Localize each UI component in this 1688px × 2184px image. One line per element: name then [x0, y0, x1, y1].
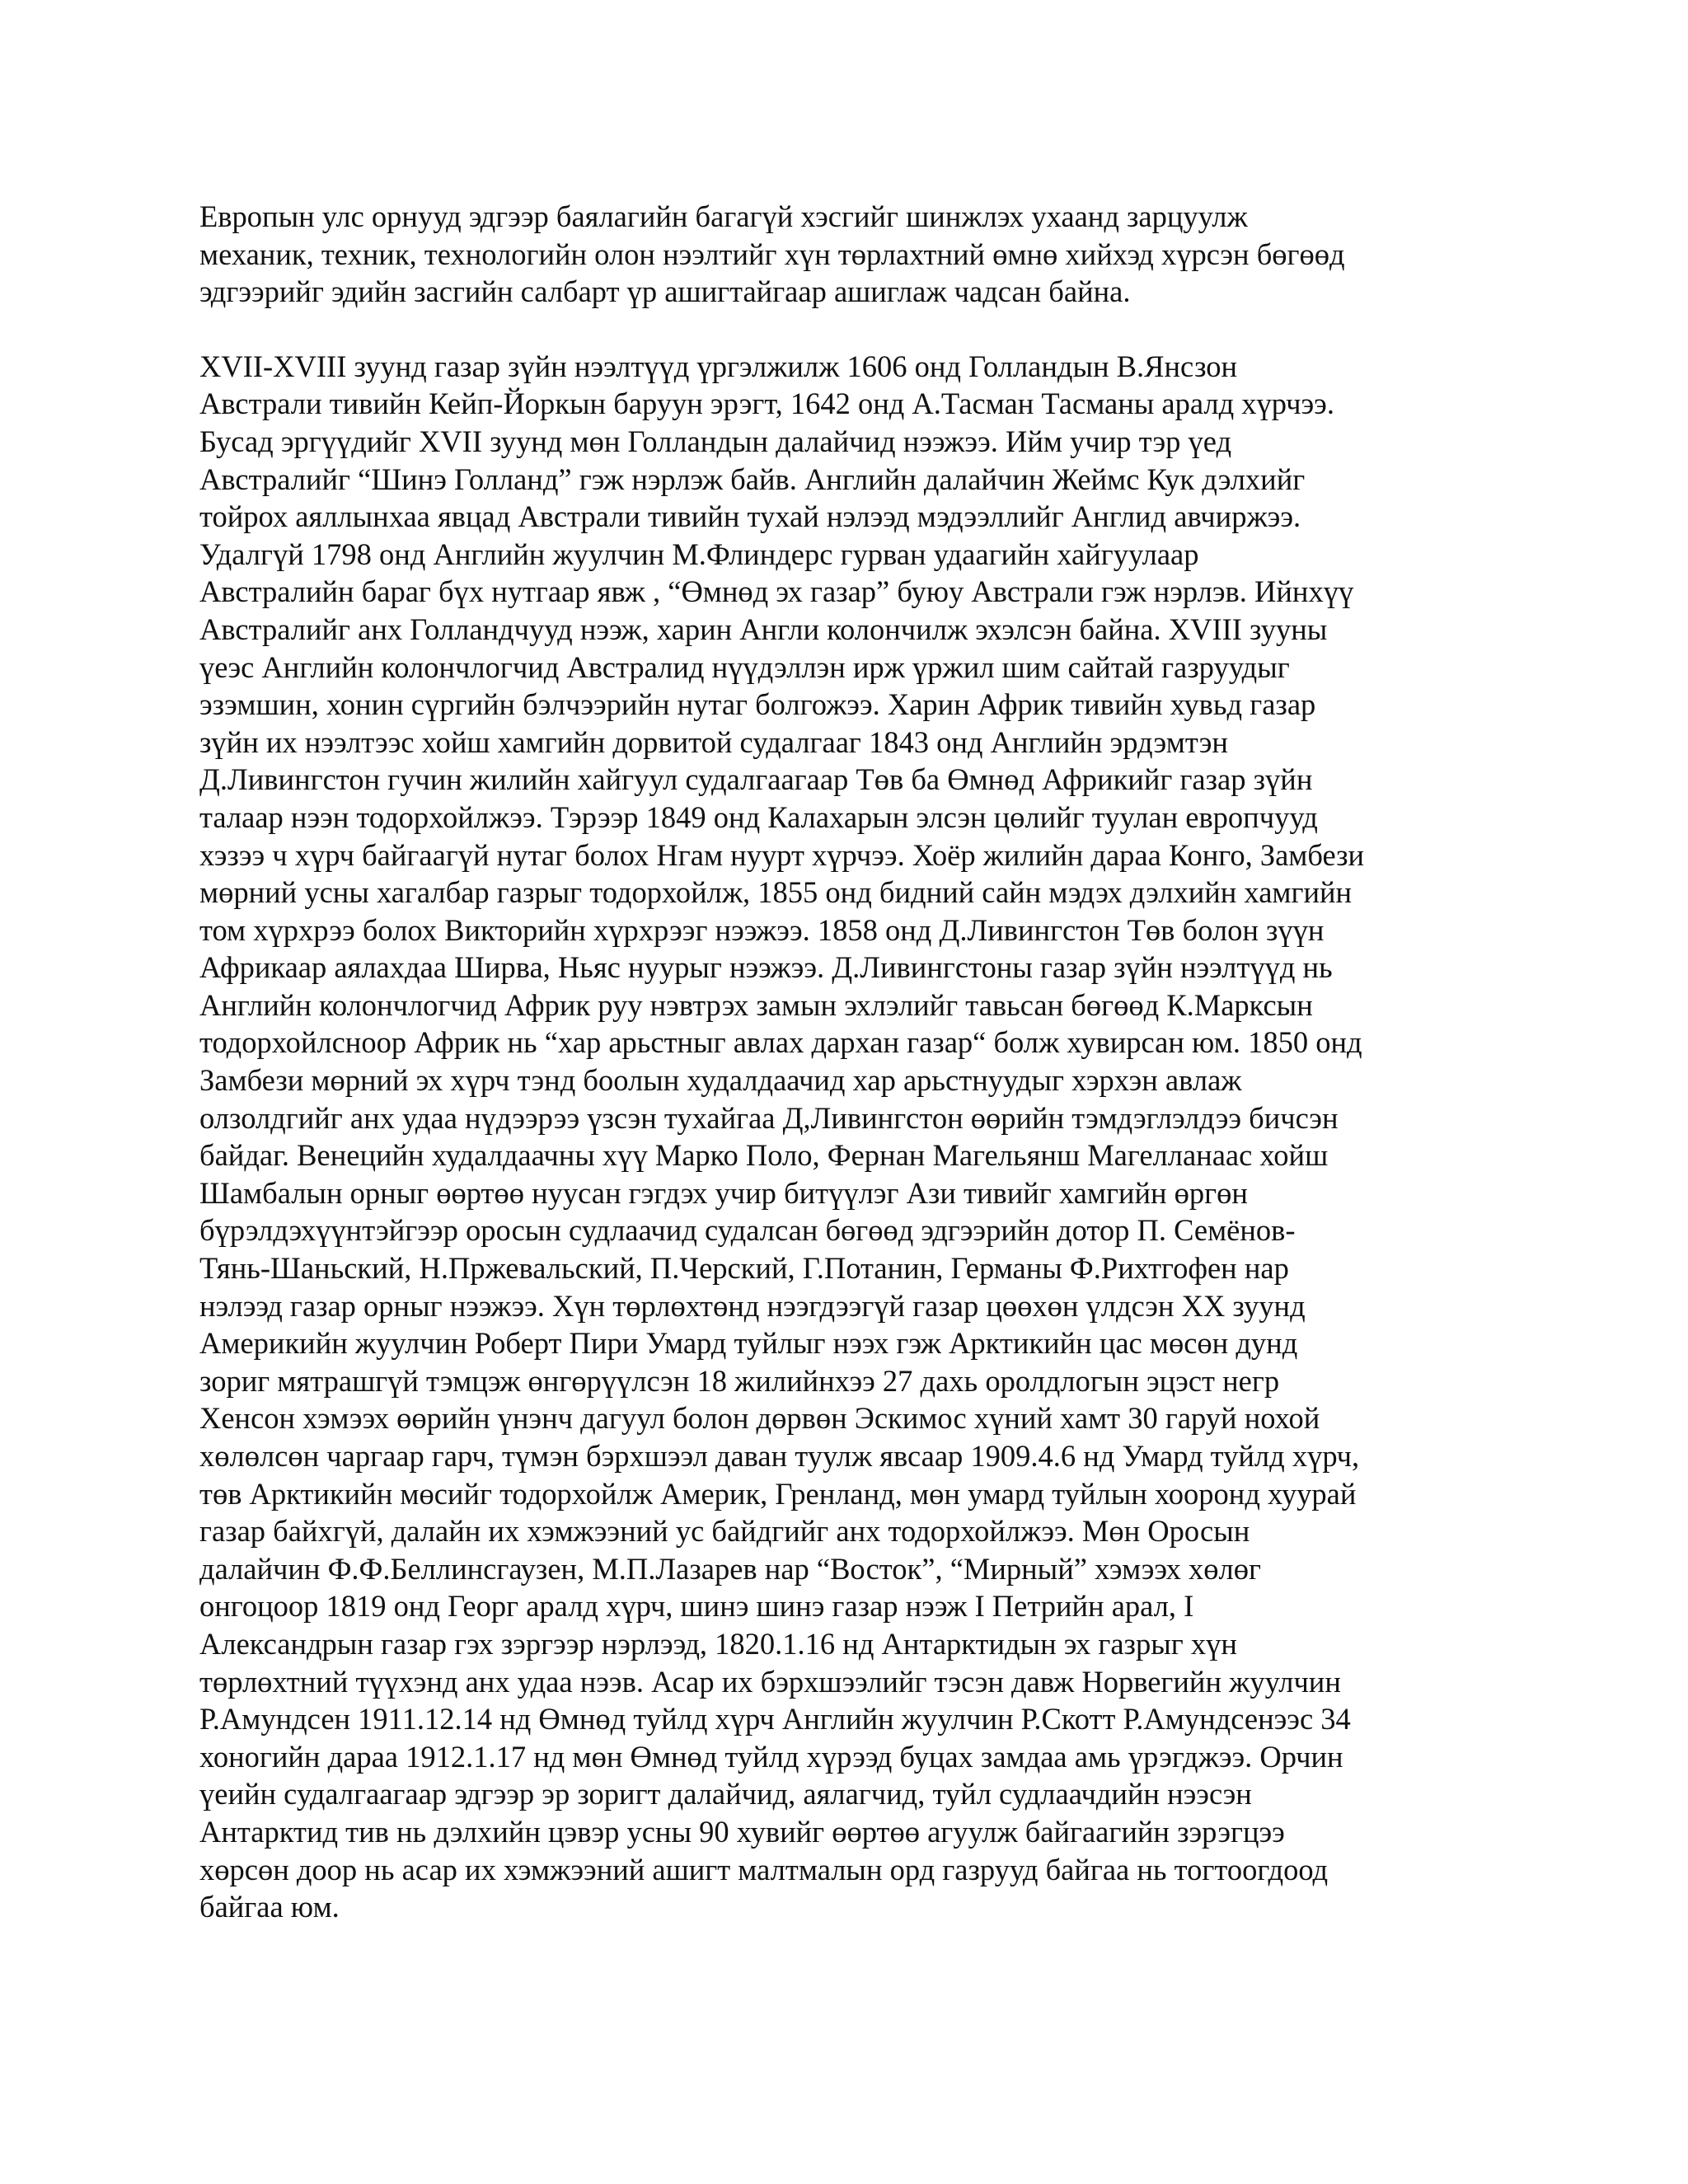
- document-body: [199, 198, 1485, 1926]
- paragraph-discoveries: XVII-XVIII зуунд газар зүйн нээлтүүд үргэлжилж 1606 онд Голландын В.Янсзон Австрали тивийн Кейп-Йоркын баруун эрэгт, 1642 онд А.Тасман Тасманы аралд хүрчээ. Бусад эргүүдийг XVII зуунд мөн Голландын далайчид нээжээ. Ийм учир тэр үед Австралийг “Шинэ Голланд” гэж нэрлэж байв. Английн далайчин Жеймс Кук дэлхийг тойрох аяллынхаа явцад Австрали тивийн тухай нэлээд мэдээллийг Англид авчиржээ. Удалгүй 1798 онд Английн жуулчин М.Флиндерс гурван удаагийн хайгуулаар Австралийн бараг бүх нутгаар явж , “Өмнөд эх газар” буюу Австрали гэж нэрлэв. Ийнхүү Австралийг анх Голландчууд нээж, харин Англи колончилж эхэлсэн байна. XVIII зууны үеэс Английн колончлогчид Австралид нүүдэллэн ирж үржил шим сайтай газруудыг эзэмшин, хонин сүргийн бэлчээрийн нутаг болгожээ. Харин Африк тивийн хувьд газар зүйн их нээлтээс хойш хамгийн дорвитой судалгааг 1843 онд Английн эрдэмтэн Д.Ливингстон гучин жилийн хайгуул судалгаагаар Төв ба Өмнөд Африкийг газар зүйн талаар нээн тодорхойлжээ. Тэрээр 1849 онд Калахарын элсэн цөлийг туулан европчууд хэзээ ч хүрч байгаагүй нутаг болох Нгам нуурт хүрчээ. Хоёр жилийн дараа Конго, Замбези мөрний усны хагалбар газрыг тодорхойлж, 1855 онд бидний сайн мэдэх дэлхийн хамгийн том хүрхрээ болох Викторийн хүрхрээг нээжээ. 1858 онд Д.Ливингстон Төв болон зүүн Африкаар аялахдаа Ширва, Ньяс нуурыг нээжээ. Д.Ливингстоны газар зүйн нээлтүүд нь Английн колончлогчид Африк руу нэвтрэх замын эхлэлийг тавьсан бөгөөд К.Марксын тодорхойлсноор Африк нь “хар арьстныг авлах дархан газар“ болж хувирсан юм. 1850 онд Замбези мөрний эх хүрч тэнд боолын худалдаачид хар арьстнуудыг хэрхэн авлаж олзолдгийг анх удаа нүдээрээ үзсэн тухайгаа Д,Ливингстон өөрийн тэмдэглэлдээ бичсэн байдаг. Венецийн худалдаачны хүү Марко Поло, Фернан Магельянш Магелланаас хойш Шамбалын орныг өөртөө нуусан гэгдэх учир битүүлэг Ази тивийг хамгийн өргөн бүрэлдэхүүнтэйгээр оросын судлаачид судалсан бөгөөд эдгээрийн дотор П. Семёнов- Тянь-Шаньский, Н.Пржевальский, П.Черский, Г.Потанин, Германы Ф.Рихтгофен нар нэлээд газар орныг нээжээ. Хүн төрлөхтөнд нээгдээгүй газар цөөхөн үлдсэн XX зуунд Америкийн жуулчин Роберт Пири Умард туйлыг нээх гэж Арктикийн цас мөсөн дунд зориг мятрашгүй тэмцэж өнгөрүүлсэн 18 жилийнхээ 27 дахь оролдлогын эцэст негр Хенсон хэмээх өөрийн үнэнч дагуул болон дөрвөн Эскимос хүний хамт 30 гаруй нохой хөлөлсөн чаргаар гарч, түмэн бэрхшээл даван туулж явсаар 1909.4.6 нд Умард туйлд хүрч, төв Арктикийн мөсийг тодорхойлж Америк, Гренланд, мөн умард туйлын хооронд хуурай газар байхгүй, далайн их хэмжээний ус байдгийг анх тодорхойлжээ. Мөн Оросын далайчин Ф.Ф.Беллинсгаузен, М.П.Лазарев нар “Восток”, “Мирный” хэмээх хөлөг онгоцоор 1819 онд Георг аралд хүрч, шинэ шинэ газар нээж I Петрийн арал, I Александрын газар гэх зэргээр нэрлээд, 1820.1.16 нд Антарктидын эх газрыг хүн төрлөхтний түүхэнд анх удаа нээв. Асар их бэрхшээлийг тэсэн давж Норвегийн жуулчин Р.Амундсен 1911.12.14 нд Өмнөд туйлд хүрч Английн жуулчин Р.Скотт Р.Амундсенээс 34 хоногийн дараа 1912.1.17 нд мөн Өмнөд туйлд хүрээд буцах замдаа амь үрэгджээ. Орчин үеийн судалгаагаар эдгээр эр зоригт далайчид, аялагчид, туйл судлаачдийн нээсэн Антарктид тив нь дэлхийн цэвэр усны 90 хувийг өөртөө агуулж байгаагийн зэрэгцээ хөрсөн доор нь асар их хэмжээний ашигт малтмалын орд газрууд байгаа нь тогтоогдоод байгаа юм.: [199, 349, 1365, 1924]
- paragraph-intro: Европын улс орнууд эдгээр баялагийн багагүй хэсгийг шинжлэх ухаанд зарцуулж механик, техник, технологийн олон нээлтийг хүн төрлахтний өмнө хийхэд хүрсэн бөгөөд эдгээрийг эдийн засгийн салбарт үр ашигтайгаар ашиглаж чадсан байна.: [199, 199, 1345, 309]
